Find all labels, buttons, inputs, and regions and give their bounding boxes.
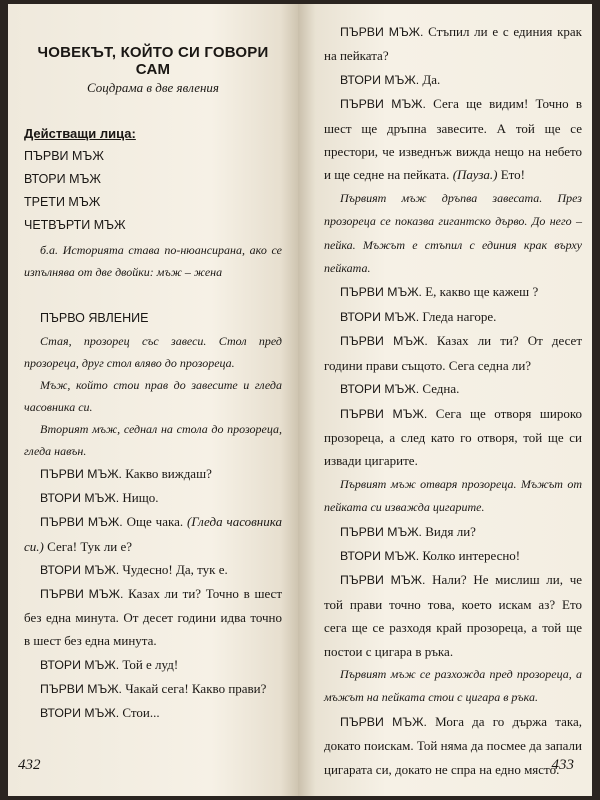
speaker: ПЪРВИ МЪЖ. bbox=[340, 334, 428, 349]
speaker: ПЪРВИ МЪЖ. bbox=[340, 97, 426, 112]
speech: Ето! bbox=[497, 167, 526, 183]
speech: Гледа нагоре. bbox=[419, 308, 497, 324]
speaker: ПЪРВИ МЪЖ. bbox=[340, 714, 427, 729]
dialogue-line bbox=[24, 653, 282, 677]
speech: Да. bbox=[419, 71, 441, 87]
dialogue-line bbox=[324, 377, 582, 401]
dialogue-line bbox=[324, 520, 582, 544]
dialogue-line bbox=[324, 305, 582, 329]
stage-direction: Мъж, който стои прав до завесите и гледа часовника си. bbox=[24, 378, 282, 414]
speaker: ВТОРИ МЪЖ. bbox=[40, 657, 120, 672]
speech: Седна. bbox=[419, 381, 460, 397]
speaker: ВТОРИ МЪЖ. bbox=[340, 382, 420, 397]
play-title: ЧОВЕКЪТ, КОЙТО СИ ГОВОРИ САМ bbox=[37, 44, 269, 78]
stage-direction: Първият мъж дръпва завесата. През прозореца се показва гигантско дърво. До него – пейка. Мъжът е стъпил с единия крак върху пейката. bbox=[324, 190, 582, 276]
page-number: 433 bbox=[551, 757, 574, 773]
speaker: ПЪРВИ МЪЖ. bbox=[40, 515, 123, 530]
speaker: ПЪРВИ МЪЖ. bbox=[340, 25, 424, 39]
dialogue-line bbox=[324, 92, 582, 187]
dialogue-line bbox=[324, 280, 582, 304]
speech: Сега ще видим! Точно в шест ще дръпна завесите. А той ще се престори, че изведнъж вижда нещо на небето и ще седне на пейката. bbox=[324, 96, 582, 183]
speaker: ПЪРВИ МЪЖ. bbox=[40, 467, 122, 481]
speech: Сега ще отворя широко прозореца, а след като го отворя, той ще си извади цигарите. bbox=[324, 405, 582, 469]
cast-item: ПЪРВИ МЪЖ bbox=[24, 149, 104, 163]
dialogue-line bbox=[24, 582, 282, 653]
speech: Сега! Тук ли е? bbox=[43, 538, 132, 554]
speech: Стои... bbox=[119, 705, 160, 721]
right-page bbox=[298, 4, 592, 796]
dialogue-line bbox=[24, 510, 282, 557]
author-note: б.а. Историята става по-нюансирана, ако се изпълнява от две двойки: мъж – жена bbox=[24, 243, 282, 279]
cast-item: ВТОРИ МЪЖ bbox=[24, 172, 101, 186]
speech: Още чака. bbox=[122, 514, 188, 530]
speaker: ПЪРВИ МЪЖ. bbox=[340, 406, 428, 421]
inline-direction: (Гледа часовника си.) bbox=[24, 514, 282, 554]
speaker: ПЪРВИ МЪЖ. bbox=[340, 524, 422, 539]
dialogue-line bbox=[24, 486, 282, 510]
speaker: ПЪРВИ МЪЖ. bbox=[40, 587, 124, 602]
speaker: ПЪРВИ МЪЖ. bbox=[40, 681, 122, 696]
dialogue-line bbox=[24, 462, 282, 486]
left-page bbox=[8, 4, 298, 796]
speaker: ВТОРИ МЪЖ. bbox=[340, 72, 420, 87]
dialogue-line bbox=[24, 677, 282, 701]
speech: Стъпил ли е с единия крак на пейката? bbox=[324, 24, 582, 64]
speech: Видя ли? bbox=[421, 523, 476, 539]
dialogue-line bbox=[324, 20, 582, 68]
speaker: ВТОРИ МЪЖ. bbox=[40, 562, 120, 577]
speaker: ВТОРИ МЪЖ. bbox=[40, 491, 120, 506]
stage-direction: Стая, прозорец със завеси. Стол пред прозореца, друг стол вляво до прозореца. bbox=[24, 334, 282, 370]
speaker: ВТОРИ МЪЖ. bbox=[340, 309, 420, 324]
stage-direction: Първият мъж отваря прозореца. Мъжът от пейката си изважда цигарите. bbox=[324, 476, 582, 515]
dialogue-line bbox=[324, 568, 582, 663]
speech: Казах ли ти? От десет години прави същото. Сега седна ли? bbox=[324, 333, 582, 373]
speech: Казах ли ти? Точно в шест без една минута. От десет години идва точно в шест без една минута. bbox=[24, 586, 282, 649]
dialogue-line bbox=[324, 544, 582, 568]
speech: Мога да го държа така, докато поискам. Той няма да посмее да запали цигарата си, докато не спра на едно място. bbox=[324, 713, 582, 777]
dialogue-line bbox=[324, 329, 582, 377]
book-spread bbox=[8, 4, 592, 796]
dialogue-line bbox=[324, 68, 582, 92]
speech: Какво виждаш? bbox=[121, 466, 212, 481]
speech: Колко интересно! bbox=[419, 547, 521, 563]
speech: Чакай сега! Какво прави? bbox=[121, 680, 267, 696]
dialogue-line bbox=[24, 701, 282, 725]
speaker: ПЪРВИ МЪЖ. bbox=[340, 285, 422, 300]
page-number: 432 bbox=[18, 757, 41, 773]
dialogue-line bbox=[324, 710, 582, 781]
cast-list bbox=[24, 145, 282, 237]
dialogue-line bbox=[24, 558, 282, 582]
speech: Нали? Не мислиш ли, че той прави точно това, което искам аз? Ето сега ще се разходя край прозореца, а той ще постои с цигара в ръка. bbox=[324, 572, 582, 659]
speaker: ВТОРИ МЪЖ. bbox=[340, 548, 420, 563]
inline-direction: (Пауза.) bbox=[452, 167, 498, 183]
dialogue-line bbox=[324, 402, 582, 473]
cast-heading: Действащи лица: bbox=[24, 126, 136, 141]
scene-heading: ПЪРВО ЯВЛЕНИЕ bbox=[40, 311, 149, 325]
speech: Нищо. bbox=[119, 490, 159, 506]
play-subtitle: Соцдрама в две явления bbox=[87, 80, 219, 95]
speech: Той е луд! bbox=[119, 656, 179, 672]
stage-direction: Вторият мъж, седнал на стола до прозореца, гледа навън. bbox=[24, 422, 282, 458]
speaker: ПЪРВИ МЪЖ. bbox=[340, 573, 426, 588]
speech: Чудесно! Да, тук е. bbox=[119, 561, 228, 577]
cast-item: ТРЕТИ МЪЖ bbox=[24, 195, 101, 209]
stage-direction: Първият мъж се разхожда пред прозореца, а мъжът на пейката стои с цигара в ръка. bbox=[324, 666, 582, 705]
speech: Е, какво ще кажеш ? bbox=[421, 284, 539, 300]
cast-item: ЧЕТВЪРТИ МЪЖ bbox=[24, 218, 126, 232]
speaker: ВТОРИ МЪЖ. bbox=[40, 706, 120, 721]
